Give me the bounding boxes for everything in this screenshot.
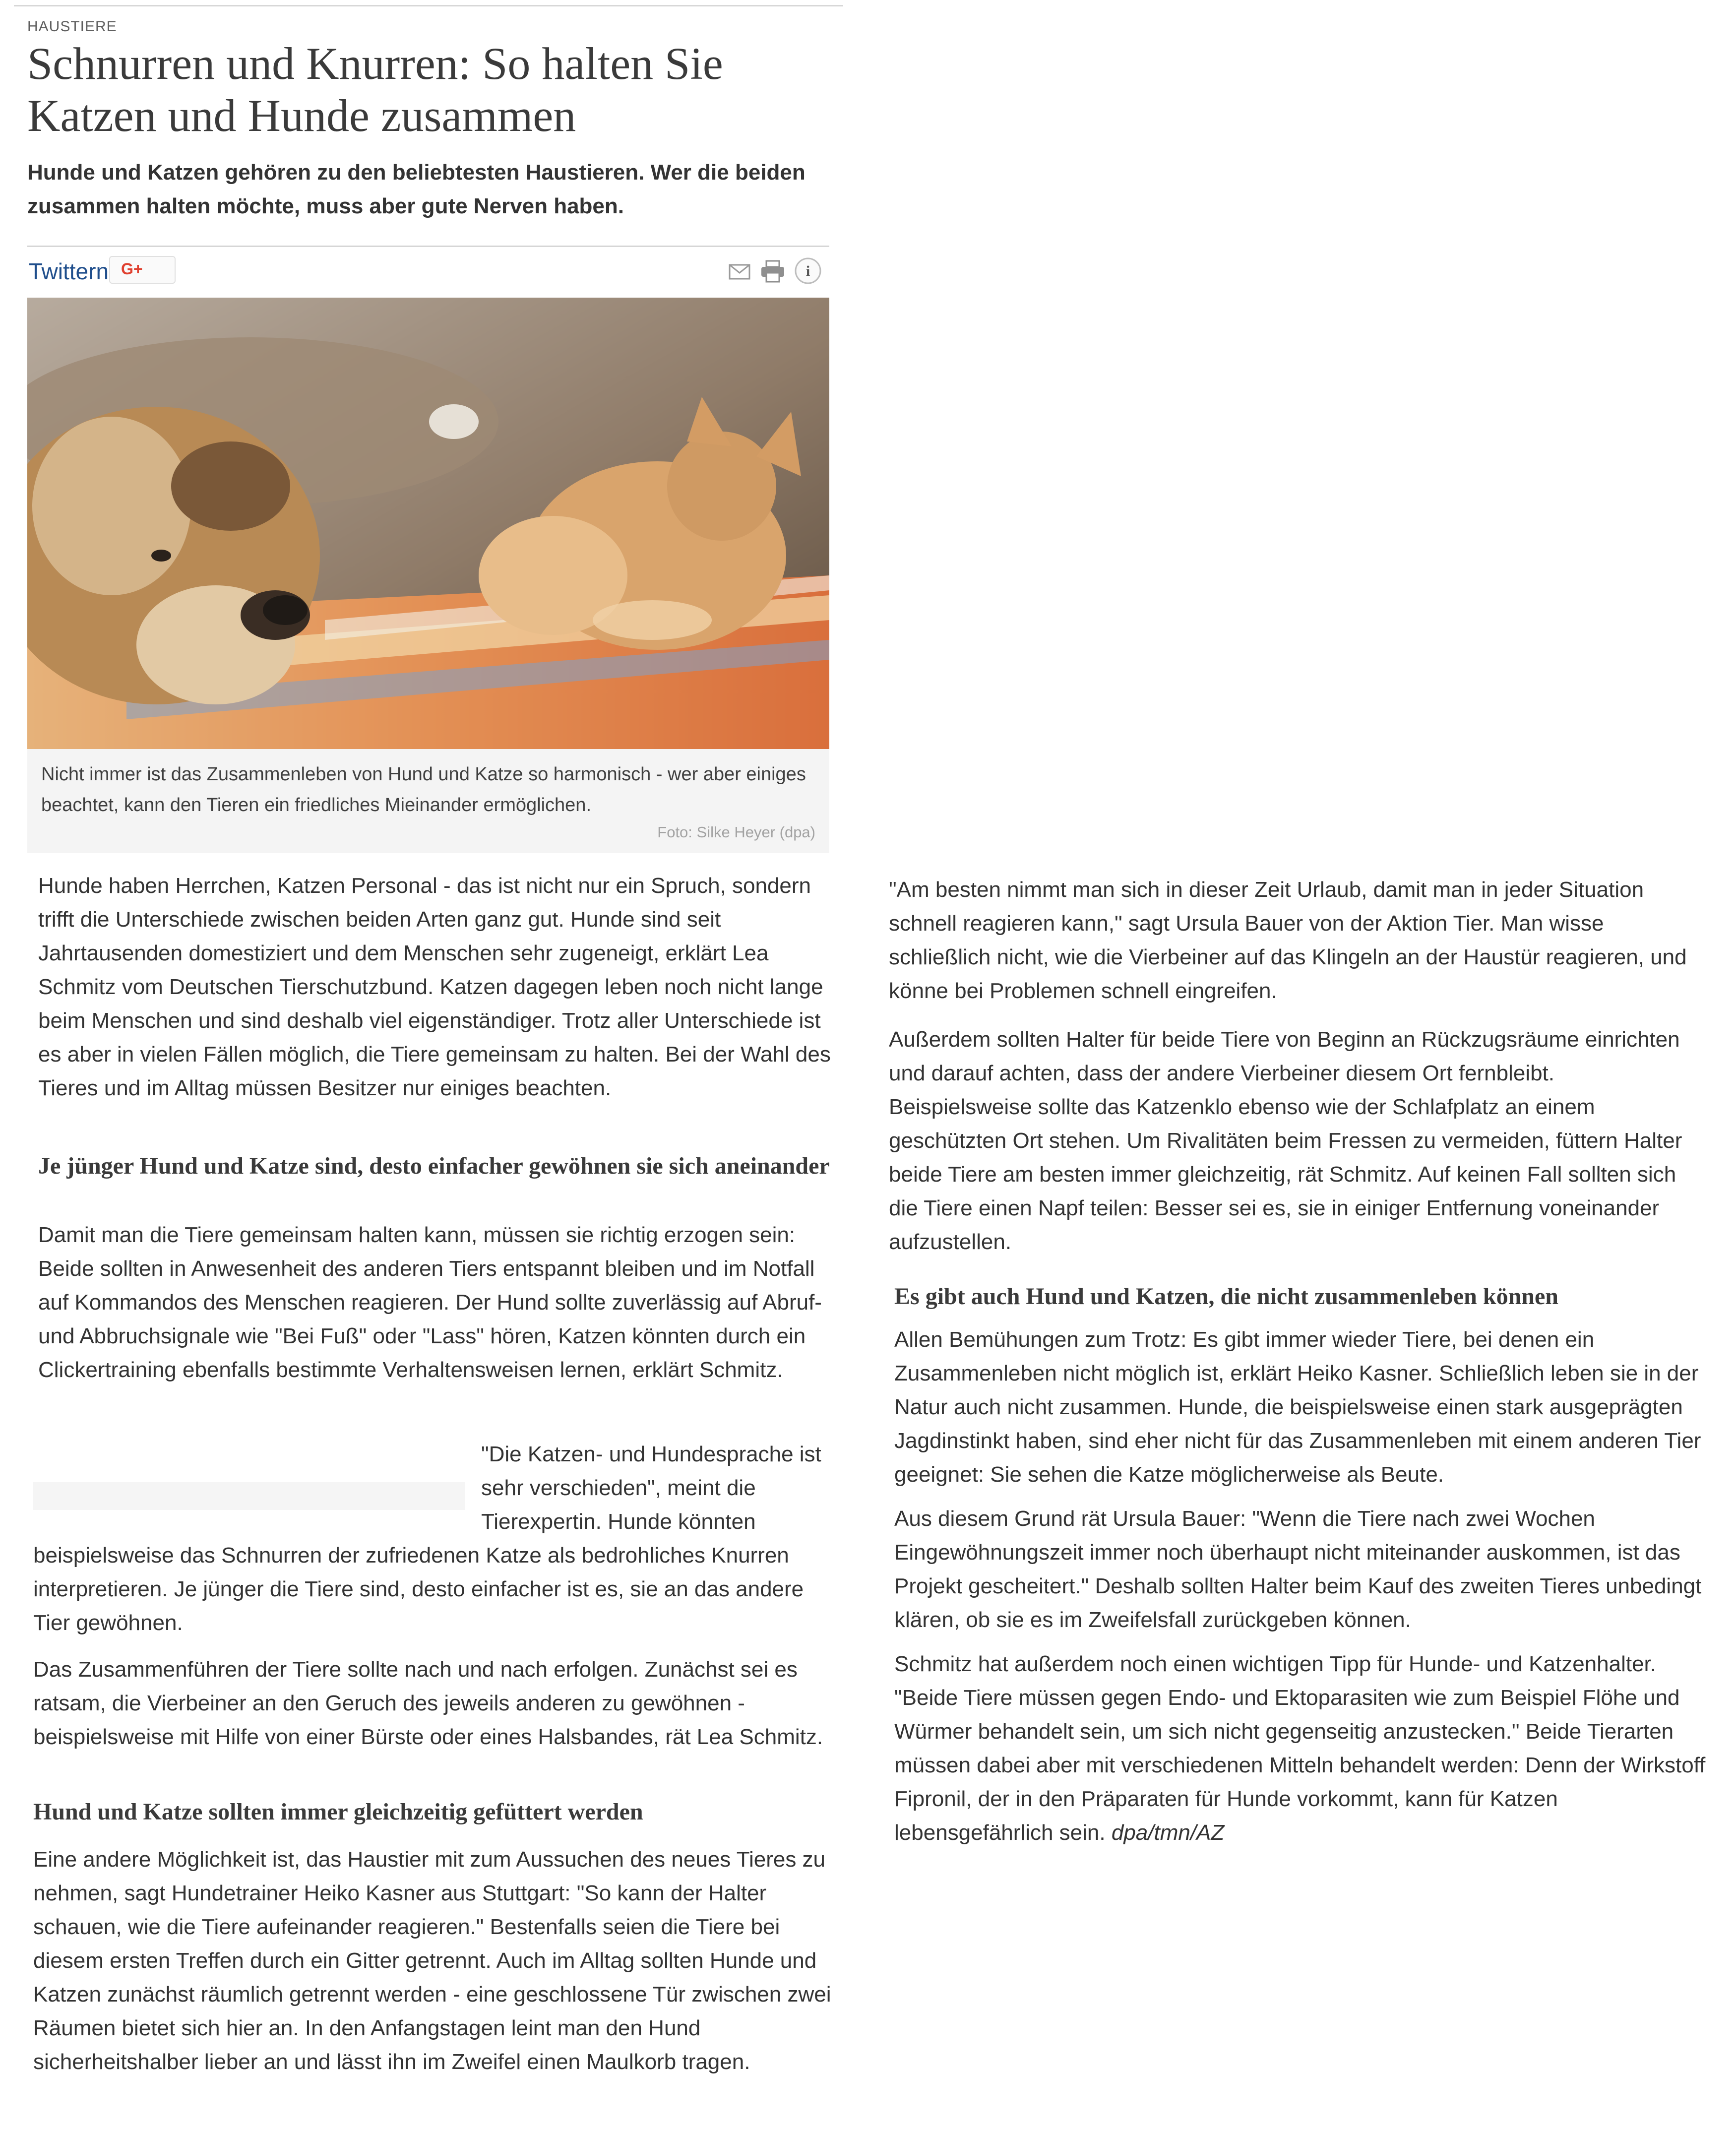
subheading: Je jünger Hund und Katze sind, desto einfacher gewöhnen sie sich aneinander [38,1153,830,1179]
body-paragraph [894,1647,1708,1850]
info-icon[interactable] [794,257,822,285]
subheading: Hund und Katze sollten immer gleichzeitig gefüttert werden [33,1799,643,1825]
body-paragraph: Hunde haben Herrchen, Katzen Personal - das ist nicht nur ein Spruch, sondern trifft die Unterschiede zwischen beiden Arten ganz gut. Hunde sind seit Jahrtausenden domestiziert und dem Menschen sehr zugeneigt, erklärt Lea Schmitz vom Deutschen Tierschutzbund. Katzen dagegen leben noch nicht lange beim Menschen und sind deshalb viel eigenständiger. Trotz aller Unterschiede ist es aber in vielen Fällen möglich, die Tiere gemeinsam zu halten. Bei der Wahl des Tieres und im Alltag müssen Besitzer nur einiges beachten. [38,874,831,1100]
google-plus-share-button[interactable] [109,256,176,284]
body-paragraph: Das Zusammenführen der Tiere sollte nach und nach erfolgen. Zunächst sei es ratsam, die Vierbeiner an den Geruch des jeweils anderen zu gewöhnen - beispielsweise mit Hilfe von einer Bürste oder eines Halsbandes, rät Lea Schmitz. [33,1657,823,1749]
body-paragraph-3b-block [33,1539,842,1640]
body-paragraph-9-block [894,1502,1708,1637]
top-divider [14,5,843,6]
body-paragraph-8-block [894,1323,1708,1492]
subheading: Es gibt auch Hund und Katzen, die nicht zusammenleben können [894,1283,1558,1310]
article-headline: Schnurren und Knurren: So halten Sie Katzen und Hunde zusammen [27,38,723,141]
body-paragraph: Außerdem sollten Halter für beide Tiere von Beginn an Rückzugsräume einrichten und darauf achten, dass der andere Vierbeiner diesem Ort fernbleibt. Beispielsweise sollte das Katzenklo ebenso wie der Schlafplatz an einem geschützten Ort stehen. Um Rivalitäten beim Fressen zu vermeiden, füttern Halter beide Tiere am besten immer gleichzeitig, rät Schmitz. Auf keinen Fall sollten sich die Tiere einen Napf teilen: Besser sei es, sie in einiger Entfernung voneinander aufzustellen. [889,1027,1682,1254]
subheading-2-block [33,1798,842,1826]
body-paragraph-7-block [889,1023,1702,1259]
mail-icon[interactable] [729,264,750,280]
source-credit: dpa/tmn/AZ [1111,1820,1225,1845]
section-kicker: HAUSTIERE [27,18,117,35]
subheading-1-block [38,1152,832,1180]
body-paragraph-6-block [889,873,1702,1008]
subheading-3-block [894,1283,1708,1311]
body-paragraph: "Die Katzen- und Hundesprache ist sehr verschieden", meint die Tierexpertin. Hunde könnten [481,1442,821,1534]
body-paragraph-5-block [33,1843,842,2079]
google-plus-label: G+ [121,260,143,278]
article-photo [27,298,829,749]
twitter-share-link[interactable]: Twittern [29,258,109,284]
body-paragraph: "Am besten nimmt man sich in dieser Zeit Urlaub, damit man in jeder Situation schnell reagieren kann," sagt Ursula Bauer von der Aktion Tier. Man wisse schließlich nicht, wie die Vierbeiner auf das Klingeln an der Haustür reagieren, und könne bei Problemen schnell eingreifen. [889,878,1687,1003]
teaser-divider [27,246,829,247]
body-paragraph: Allen Bemühungen zum Trotz: Es gibt immer wieder Tiere, bei denen ein Zusammenleben nicht möglich ist, erklärt Heiko Kasner. Schließlich leben sie in der Natur auch nicht zusammen. Hunde, die beispielsweise einen stark ausgeprägten Jagdinstinkt haben, sind eher nicht für das Zusammenleben mit einem anderen Tier geeignet: Sie sehen die Katze möglicherweise als Beute. [894,1327,1701,1487]
body-paragraph: Damit man die Tiere gemeinsam halten kann, müssen sie richtig erzogen sein: Beide sollten in Anwesenheit des anderen Tiers entspannt bleiben und im Notfall auf Kommandos des Menschen reagieren. Der Hund sollte zuverlässig auf Abruf- und Abbruchsignale wie "Bei Fuß" oder "Lass" hören, Katzen könnten durch ein Clickertraining ebenfalls bestimmte Verhaltensweisen lernen, erklärt Schmitz. [38,1223,822,1382]
body-paragraph-4-block [33,1653,842,1754]
body-paragraph-3a-block [481,1438,838,1539]
share-bar [27,254,829,286]
body-paragraph-text: Schmitz hat außerdem noch einen wichtigen Tipp für Hunde- und Katzenhalter. "Beide Tiere müssen gegen Endo- und Ektoparasiten wie zum Beispiel Flöhe und Würmer behandelt sein, um sich nicht gegenseitig anzustecken." Beide Tierarten müssen dabei aber mit verschiedenen Mitteln behandelt werden: Denn der Wirkstoff Fipronil, der in den Präparaten für Hunde vorkommt, kann für Katzen lebensgefährlich sein. [894,1652,1706,1845]
body-paragraph: Aus diesem Grund rät Ursula Bauer: "Wenn die Tiere nach zwei Wochen Eingewöhnungszeit immer noch überhaupt nicht miteinander auskommen, ist das Projekt gescheitert." Deshalb sollten Halter beim Kauf des zweiten Tieres unbedingt klären, ob sie es im Zweifelsfall zurückgeben können. [894,1506,1702,1632]
body-paragraph-1-block [38,869,842,1105]
body-paragraph-10-block [894,1647,1708,1850]
article-teaser: Hunde und Katzen gehören zu den beliebtesten Haustieren. Wer die beiden zusammen halten möchte, muss aber gute Nerven haben. [27,160,806,218]
info-icon-label: i [806,263,810,279]
pull-quote-placeholder [33,1482,465,1510]
print-icon[interactable] [760,260,785,283]
photo-caption: Nicht immer ist das Zusammenleben von Hund und Katze so harmonisch - wer aber einiges beachtet, kann den Tieren ein friedliches Mieinander ermöglichen. [41,764,806,816]
photo-caption-box [27,749,829,853]
body-paragraph: Eine andere Möglichkeit ist, das Haustier mit zum Aussuchen des neues Tieres zu nehmen, sagt Hundetrainer Heiko Kasner aus Stuttgart: "So kann der Halter schauen, wie die Tiere aufeinander reagieren." Bestenfalls seien die Tiere bei diesem ersten Treffen durch ein Gitter getrennt. Auch im Alltag sollten Hunde und Katzen zunächst räumlich getrennt werden - eine geschlossene Tür zwischen zwei Räumen bietet sich hier an. In den Anfangstagen leint man den Hund sicherheitshalber lieber an und lässt ihn im Zweifel einen Maulkorb tragen. [33,1847,831,2074]
body-paragraph: beispielsweise das Schnurren der zufriedenen Katze als bedrohliches Knurren interpretieren. Je jünger die Tiere sind, desto einfacher ist es, sie an das andere Tier gewöhnen. [33,1543,804,1635]
photo-credit: Foto: Silke Heyer (dpa) [657,823,815,841]
body-paragraph-2-block [38,1218,847,1387]
